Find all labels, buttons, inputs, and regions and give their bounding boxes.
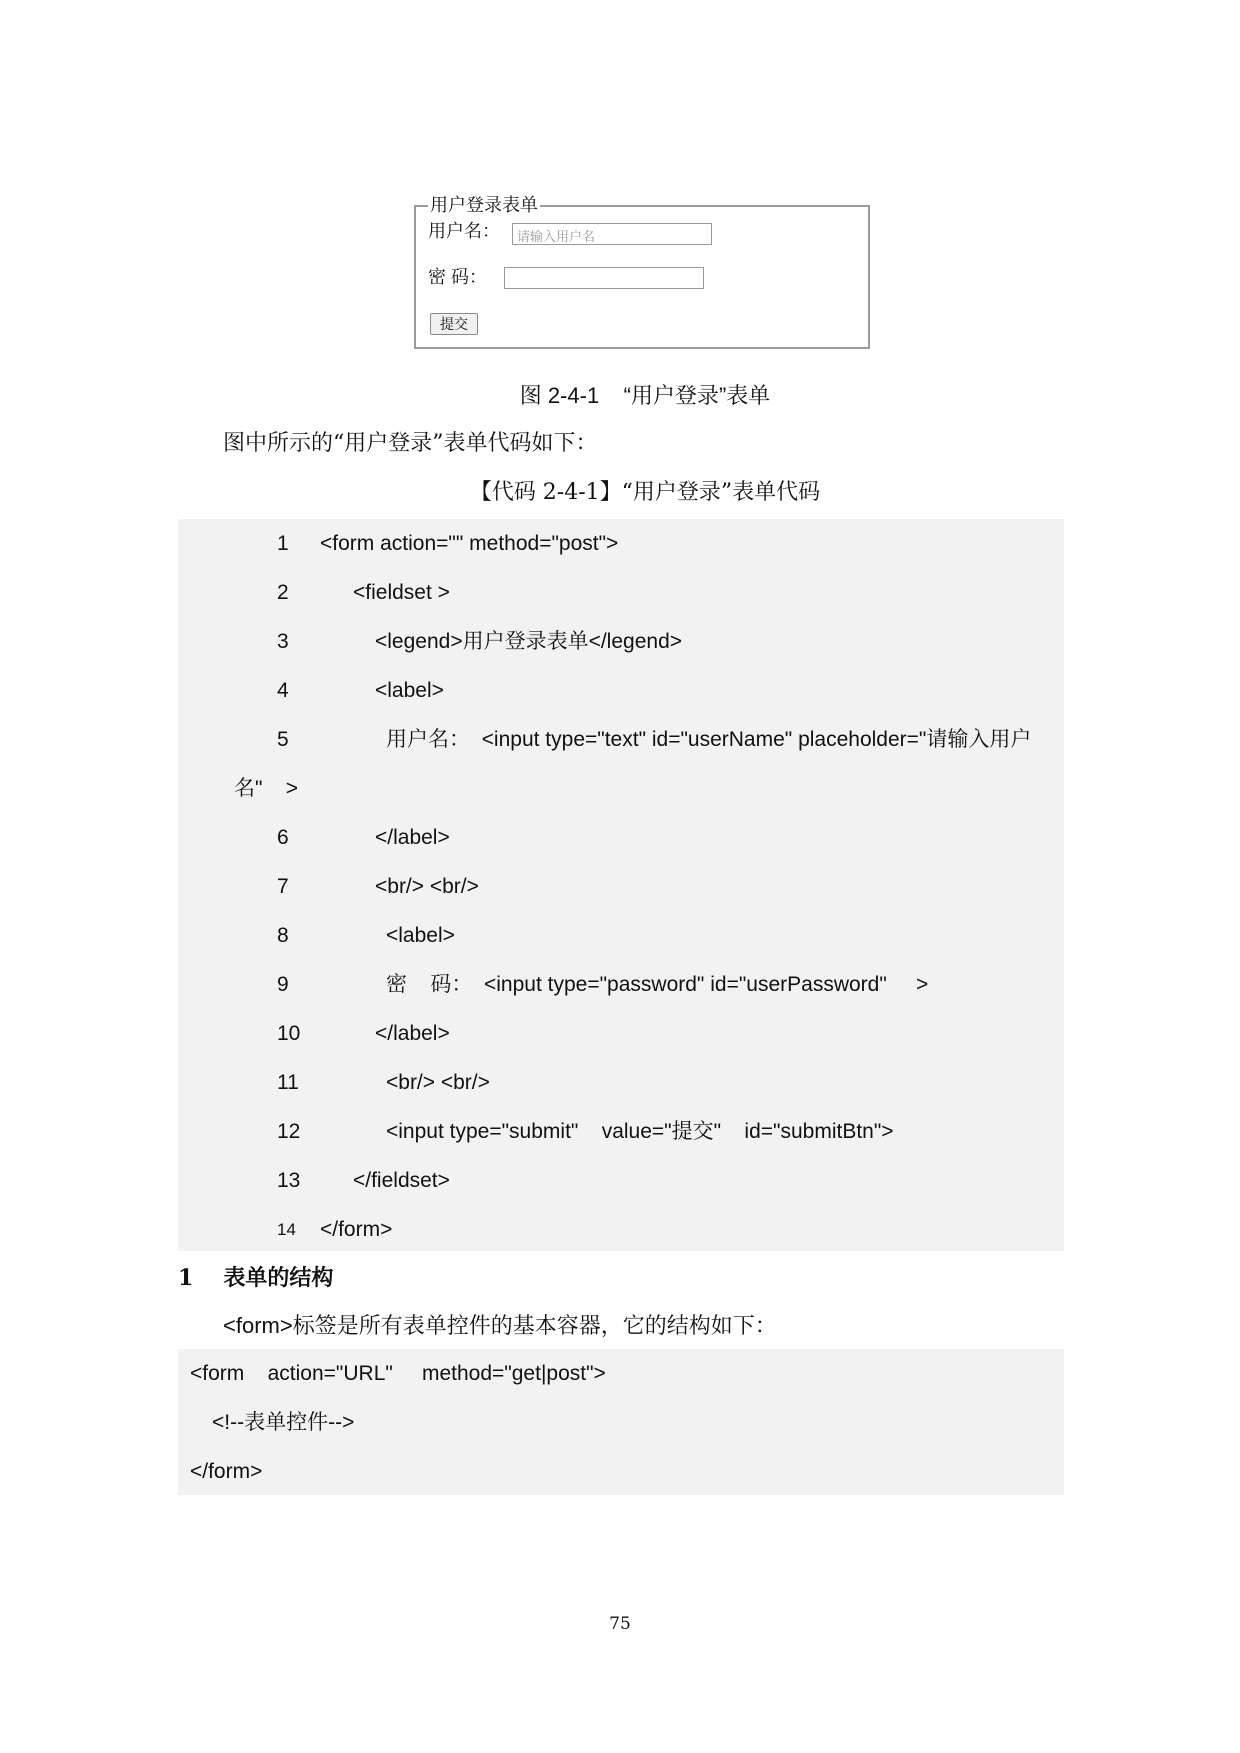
figure-legend: 用户登录表单 xyxy=(430,195,538,215)
code-line-continuation: 名" > xyxy=(234,777,299,800)
figure-username-input: 请输入用户名 xyxy=(512,223,712,245)
line-number: 3 xyxy=(277,630,289,653)
code-line: <br/> <br/> xyxy=(375,875,479,898)
code-line: <form action="" method="post"> xyxy=(320,532,619,555)
line-number: 7 xyxy=(277,875,289,898)
code-line: <br/> <br/> xyxy=(386,1071,490,1094)
page-number: 75 xyxy=(609,1614,631,1634)
figure-username-label: 用户名： xyxy=(428,221,500,241)
code-line: <input type="submit" value="提交" id="submitBtn"> xyxy=(386,1120,894,1143)
figure-password-input xyxy=(504,267,704,289)
line-number: 10 xyxy=(277,1022,301,1045)
line-number: 2 xyxy=(277,581,289,604)
line-number: 1 xyxy=(277,532,289,555)
code-line: <!--表单控件--> xyxy=(212,1411,355,1434)
code-line: </label> xyxy=(375,826,450,849)
code-line: <form action="URL" method="get|post"> xyxy=(190,1362,606,1385)
section-paragraph: <form>标签是所有表单控件的基本容器，它的结构如下： xyxy=(223,1313,777,1338)
figure-caption: 图 2-4-1 “用户登录”表单 xyxy=(519,383,771,408)
line-number: 4 xyxy=(277,679,289,702)
code-line: <legend>用户登录表单</legend> xyxy=(375,630,683,653)
section-title: 表单的结构 xyxy=(223,1265,334,1291)
line-number: 8 xyxy=(277,924,289,947)
line-number: 14 xyxy=(277,1220,296,1239)
code-block-login-form xyxy=(178,519,1064,1251)
line-number: 13 xyxy=(277,1169,301,1192)
code-line: </fieldset> xyxy=(353,1169,450,1192)
code-line: </form> xyxy=(190,1460,263,1483)
line-number: 12 xyxy=(277,1120,301,1143)
line-number: 11 xyxy=(277,1071,299,1094)
code-block-form-structure xyxy=(178,1349,1064,1495)
line-number: 9 xyxy=(277,973,289,996)
login-form-figure xyxy=(414,195,870,349)
line-number: 5 xyxy=(277,728,289,751)
code-line: 用户名： <input type="text" id="userName" placeholder="请输入用户 xyxy=(386,728,1032,751)
figure-password-label: 密 码： xyxy=(428,267,488,287)
code-line: 密 码： <input type="password" id="userPassword" > xyxy=(386,973,929,996)
figure-submit-button: 提交 xyxy=(430,313,478,335)
code-line: </form> xyxy=(320,1218,393,1241)
intro-paragraph: 图中所示的“用户登录”表单代码如下： xyxy=(223,431,598,456)
code-line: <label> xyxy=(386,924,455,947)
line-number: 6 xyxy=(277,826,289,849)
section-heading xyxy=(178,1263,333,1293)
code-line: </label> xyxy=(375,1022,450,1045)
code-line: <label> xyxy=(375,679,444,702)
code-line: <fieldset > xyxy=(353,581,450,604)
code-caption: 【代码 2-4-1】“用户登录”表单代码 xyxy=(469,480,821,505)
section-number: 1 xyxy=(178,1265,194,1291)
